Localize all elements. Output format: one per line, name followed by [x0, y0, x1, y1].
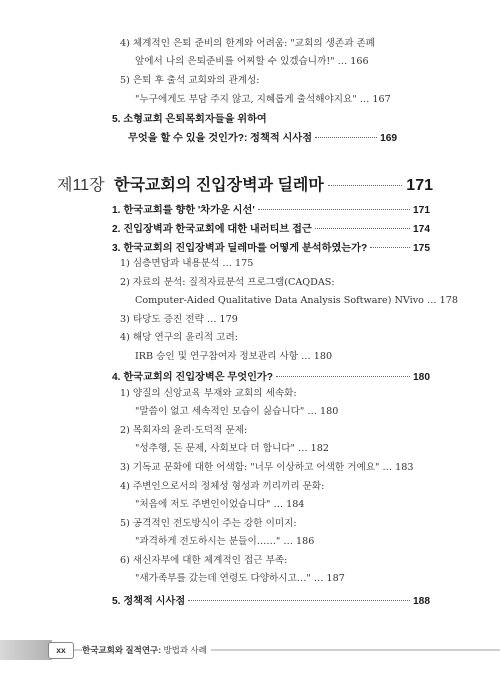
- running-title: [82, 643, 211, 657]
- toc-entry-label: 4. 한국교회의 진입장벽은 무엇인가?: [112, 372, 273, 383]
- toc-subitem: 6) 새신자부에 대한 체계적인 접근 부족:: [120, 555, 288, 566]
- page-footer: [0, 640, 500, 660]
- toc-subitem: 3) 기독교 문화에 대한 어색함: "너무 이상하고 어색한 거예요" … 183: [120, 462, 414, 473]
- toc-entry-page: 180: [413, 372, 430, 383]
- toc-entry-label: 1. 한국교회를 향한 '차가운 시선': [112, 205, 255, 216]
- toc-entry-label: 3. 한국교회의 진입장벽과 딜레마를 어떻게 분석하였는가?: [112, 243, 368, 254]
- toc-subitem-cont: "새가족부를 갔는데 연령도 다양하시고…" … 187: [135, 573, 345, 584]
- toc-subitem-5-line1: 5) 은퇴 후 출석 교회와의 관계성:: [120, 75, 260, 86]
- toc-section-5-line1: 5. 소형교회 은퇴목회자들을 위하여: [112, 114, 267, 125]
- toc-entry-label: 5. 정책적 시사점: [112, 596, 186, 607]
- toc-subitem-cont: "말씀이 없고 세속적인 모습이 싫습니다" … 180: [135, 406, 339, 417]
- chapter-title: 한국교회의 진입장벽과 딜레마: [114, 177, 324, 194]
- book-title: 한국교회와 질적연구:: [82, 645, 162, 655]
- toc-section-5-line2: [128, 132, 397, 146]
- page-number: xx: [48, 642, 74, 659]
- toc-subitem: 4) 해당 연구의 윤리적 고려:: [120, 332, 238, 343]
- toc-subitem-cont: IRB 승인 및 연구참여자 정보관리 사항 … 180: [135, 351, 333, 362]
- toc-entry-4: [112, 368, 430, 384]
- dot-leader: [328, 185, 402, 186]
- toc-entry-page: 188: [413, 596, 430, 607]
- dot-leader: [315, 228, 410, 229]
- toc-subitem-cont: "성추행, 돈 문제, 사회보다 더 합니다" … 182: [135, 443, 329, 454]
- dot-leader: [258, 209, 410, 210]
- toc-subitem: 1) 심층면담과 내용분석 … 175: [120, 258, 254, 269]
- toc-subitem: 5) 공격적인 전도방식이 주는 강한 이미지:: [120, 518, 297, 529]
- book-subtitle: 방법과 사례: [163, 645, 207, 655]
- toc-subitem: 3) 타당도 증진 전략 … 179: [120, 314, 238, 325]
- dot-leader: [188, 600, 410, 601]
- toc-subitem-cont: "과격하게 전도하시는 분들이……" … 186: [135, 536, 315, 547]
- dot-leader: [370, 247, 410, 248]
- toc-entry-5: [112, 592, 430, 608]
- toc-subitem-cont: "처음에 저도 주변인이었습니다" … 184: [135, 499, 305, 510]
- toc-subitem: 4) 주변인으로서의 정체성 형성과 끼리끼리 문화:: [120, 481, 325, 492]
- footer-decoration: [0, 640, 52, 660]
- chapter-number: 제11장: [57, 177, 105, 194]
- toc-subitem-4-line1: 4) 체계적인 은퇴 준비의 한계와 어려움: "교회의 생존과 존폐: [120, 38, 376, 49]
- toc-subitem: 2) 자료의 분석: 질적자료분석 프로그램(CAQDAS:: [120, 277, 335, 288]
- toc-section-5-title: 무엇을 할 수 있을 것인가?: 정책적 시사점: [128, 133, 313, 144]
- toc-subitem: 2) 목회자의 윤리·도덕적 문제:: [120, 425, 248, 436]
- toc-subitem-cont: Computer-Aided Qualitative Data Analysis Software) NVivo … 178: [135, 295, 458, 306]
- toc-subitem-4-line2: 앞에서 나의 은퇴준비를 어찌할 수 있겠습니까!" … 166: [135, 56, 369, 67]
- dot-leader: [276, 376, 410, 377]
- toc-entry-page: 171: [413, 205, 430, 216]
- toc-entry-label: 2. 진입장벽과 한국교회에 대한 내러티브 접근: [112, 224, 312, 235]
- toc-entry-2: [112, 220, 430, 236]
- chapter-heading: [57, 172, 433, 198]
- dot-leader: [315, 137, 377, 138]
- toc-entry-3: [112, 239, 430, 255]
- toc-section-5-page: 169: [380, 133, 398, 144]
- toc-entry-page: 175: [413, 243, 430, 254]
- toc-entry-page: 174: [413, 224, 430, 235]
- chapter-page: 171: [406, 177, 433, 194]
- toc-subitem: 1) 양질의 신앙교육 부재와 교회의 세속화:: [120, 388, 297, 399]
- toc-entry-1: [112, 201, 430, 217]
- toc-subitem-5-line2: "누구에게도 부담 주지 않고, 지혜롭게 출석해야지요" … 167: [135, 94, 391, 105]
